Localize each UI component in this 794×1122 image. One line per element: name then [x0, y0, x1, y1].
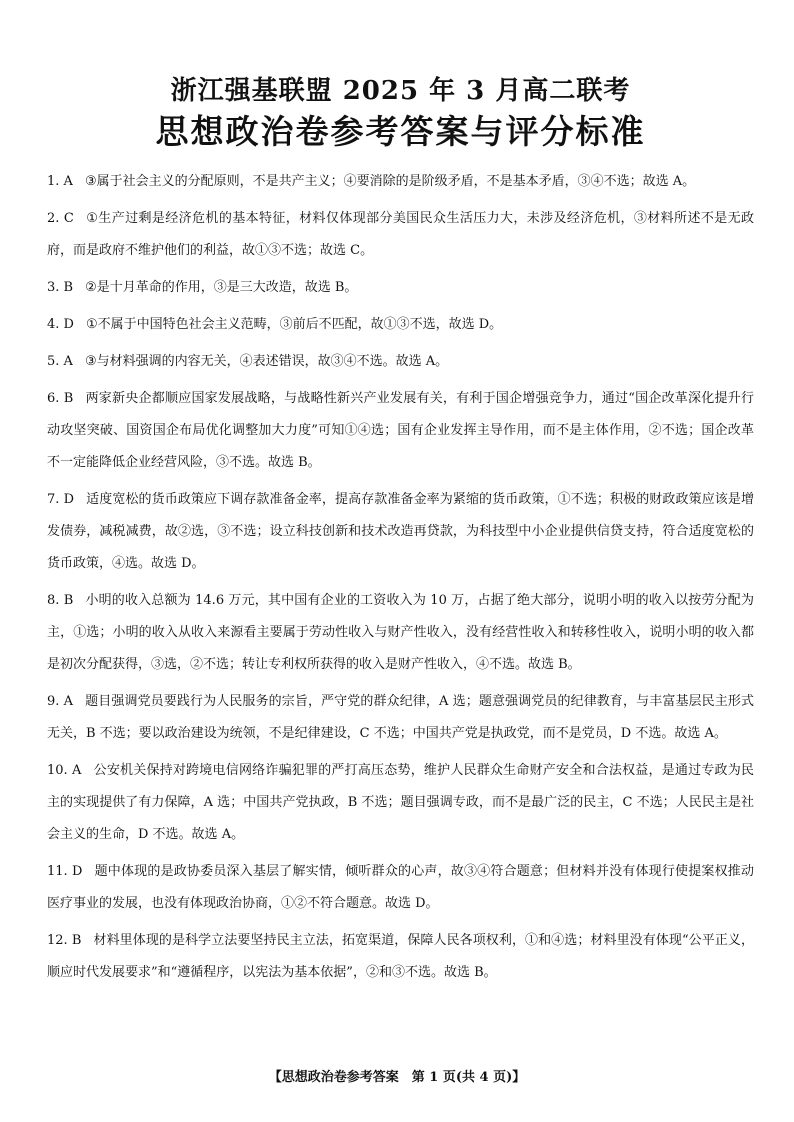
answer-item-4	[47, 309, 754, 341]
answer-explanation: ③属于社会主义的分配原则，不是共产主义；④要消除的是阶级矛盾，不是基本矛盾，③④不选；故选 A。	[84, 174, 696, 189]
answer-key: 5. A	[47, 354, 73, 369]
answer-key: 9. A	[47, 694, 74, 709]
answer-explanation: 适度宽松的货币政策应下调存款准备金率，提高存款准备金率为紧缩的货币政策，①不选；积极的财政政策应该是增发债券，减税减费，故②选，③不选；设立科技创新和技术改造再贷款，为科技型中小企业提供信贷支持，符合适度宽松的货币政策，④选。故选 D。	[47, 492, 754, 571]
answer-explanation: 两家新央企都顺应国家发展战略，与战略性新兴产业发展有关，有利于国企增强竞争力，通过“国企改革深化提升行动攻坚突破、国资国企布局优化调整加大力度”可知①④选；国有企业发挥主导作用，而不是主体作用，②不选；国企改革不一定能降低企业经营风险，③不选。故选 B。	[47, 391, 754, 470]
answer-item-2	[47, 203, 754, 267]
answer-item-3	[47, 272, 754, 304]
answer-key: 7. D	[47, 492, 75, 507]
answer-explanation: 题中体现的是政协委员深入基层了解实情，倾听群众的心声，故③④符合题意；但材料并没有体现行使提案权推动医疗事业的发展，也没有体现政治协商，①②不符合题意。故选 D。	[47, 864, 754, 911]
answer-item-12	[47, 925, 754, 989]
answer-list	[47, 166, 754, 989]
answer-explanation: ②是十月革命的作用，③是三大改造，故选 B。	[85, 280, 358, 295]
answer-item-8	[47, 585, 754, 681]
answer-item-7	[47, 484, 754, 580]
answer-item-9	[47, 686, 754, 750]
answer-explanation: ①生产过剩是经济危机的基本特征，材料仅体现部分美国民众生活压力大，未涉及经济危机，③材料所述不是无政府，而是政府不维护他们的利益，故①③不选；故选 C。	[47, 211, 754, 258]
answer-key: 11. D	[47, 864, 83, 879]
answer-item-11	[47, 856, 754, 920]
answer-item-6	[47, 383, 754, 479]
answer-key: 3. B	[47, 280, 74, 295]
answer-item-1	[47, 166, 754, 198]
answer-explanation: 材料里体现的是科学立法要坚持民主立法，拓宽渠道，保障人民各项权利，①和④选；材料里没有体现“公平正义，顺应时代发展要求”和“遵循程序，以宪法为基本依据”，②和③不选。故选 B。	[47, 933, 754, 980]
answer-explanation: 公安机关保持对跨境电信网络诈骗犯罪的严打高压态势，维护人民群众生命财产安全和合法权益，是通过专政为民主的实现提供了有力保障，A 选；中国共产党执政，B 不选；题目强调专政，而不是最广泛的民主，C 不选；人民民主是社会主义的生命，D 不选。故选 A。	[47, 763, 754, 842]
answer-explanation: 小明的收入总额为 14.6 万元，其中国有企业的工资收入为 10 万，占据了绝大部分，说明小明的收入以按劳分配为主，①选；小明的收入从收入来源看主要属于劳动性收入与财产性收入，没有经营性收入和转移性收入，说明小明的收入都是初次分配获得，③选，②不选；转让专利权所获得的收入是财产性收入，④不选。故选 B。	[47, 593, 754, 672]
page-footer: 【思想政治卷参考答案 第 1 页(共 4 页)】	[268, 1070, 526, 1085]
answer-item-10	[47, 755, 754, 851]
answer-key: 6. B	[47, 391, 74, 406]
exam-title: 浙江强基联盟 2025 年 3 月高二联考	[170, 76, 631, 106]
answer-key: 2. C	[47, 211, 74, 226]
document-title: 思想政治卷参考答案与评分标准	[155, 112, 646, 151]
answer-explanation: 题目强调党员要践行为人民服务的宗旨，严守党的群众纪律，A 选；题意强调党员的纪律教育，与丰富基层民主形式无关，B 不选；要以政治建设为统领，不是纪律建设，C 不选；中国共产党是执政党，而不是党员，D 不选。故选 A。	[47, 694, 754, 741]
answer-item-5	[47, 346, 754, 378]
answer-key: 4. D	[47, 317, 74, 332]
answer-key: 1. A	[47, 174, 73, 189]
answer-explanation: ③与材料强调的内容无关，④表述错误，故③④不选。故选 A。	[84, 354, 449, 369]
answer-key: 8. B	[47, 593, 74, 608]
answer-explanation: ①不属于中国特色社会主义范畴，③前后不匹配，故①③不选，故选 D。	[85, 317, 503, 332]
answer-key: 12. B	[47, 933, 82, 948]
answer-key: 10. A	[47, 763, 82, 778]
